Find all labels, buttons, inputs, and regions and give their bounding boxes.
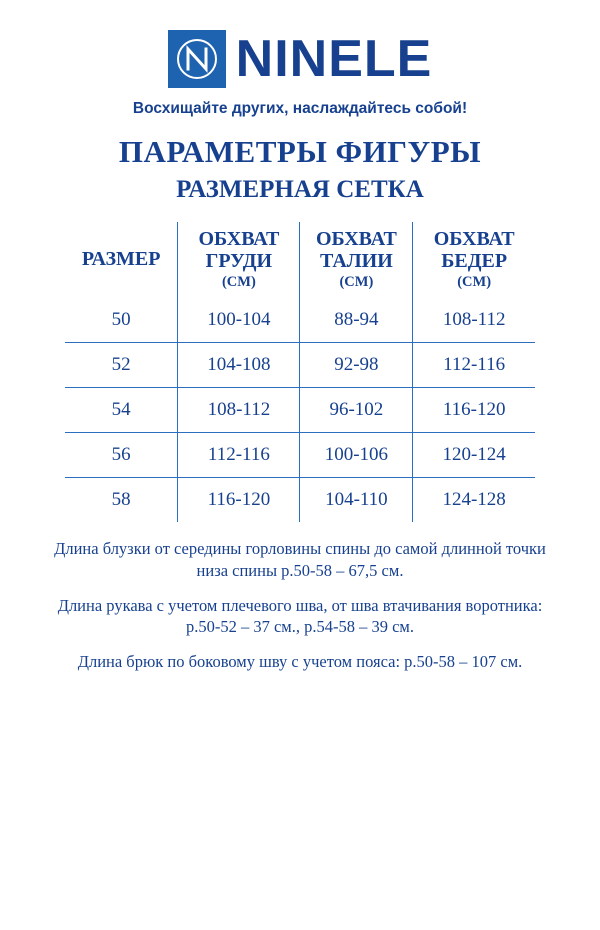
page-title: ПАРАМЕТРЫ ФИГУРЫ (118, 134, 482, 169)
table-header-row (65, 222, 535, 298)
column-header-waist (300, 222, 413, 298)
note-trouser-length: Длина брюк по боковому шву с учетом пояса: р.50-58 – 107 см. (77, 652, 523, 672)
cell-hip: 116-120 (413, 388, 535, 433)
note-sleeve-length: Длина рукава с учетом плечевого шва, от шва втачивания воротника: р.50-52 – 37 см., р.54-58 – 39 см. (57, 595, 543, 637)
cell-hip: 124-128 (413, 478, 535, 523)
cell-hip: 108-112 (413, 298, 535, 343)
table-row (65, 388, 535, 433)
page-subtitle: РАЗМЕРНАЯ СЕТКА (176, 176, 424, 203)
cell-size: 54 (65, 388, 178, 433)
cell-bust: 100-104 (178, 298, 300, 343)
column-header-waist-label: ОБХВАТ ТАЛИИ (315, 228, 397, 273)
table-row (65, 343, 535, 388)
column-header-size (65, 222, 178, 298)
cell-bust: 112-116 (178, 433, 300, 478)
cell-size: 50 (65, 298, 178, 343)
column-header-bust (178, 222, 300, 298)
size-table-container (65, 222, 535, 522)
cell-bust: 108-112 (178, 388, 300, 433)
cell-waist: 92-98 (300, 343, 413, 388)
cell-waist: 96-102 (300, 388, 413, 433)
table-row (65, 433, 535, 478)
column-header-hip-unit: (СМ) (457, 273, 492, 290)
cell-waist: 100-106 (300, 433, 413, 478)
cell-waist: 104-110 (300, 478, 413, 523)
size-chart-page (0, 30, 600, 930)
cell-size: 52 (65, 343, 178, 388)
cell-bust: 104-108 (178, 343, 300, 388)
table-row (65, 478, 535, 523)
measurement-notes (50, 538, 550, 673)
ninele-monogram-icon (168, 30, 226, 88)
size-table (65, 222, 535, 522)
column-header-bust-label: ОБХВАТ ГРУДИ (198, 228, 280, 273)
table-row (65, 298, 535, 343)
cell-bust: 116-120 (178, 478, 300, 523)
cell-hip: 112-116 (413, 343, 535, 388)
column-header-waist-unit: (СМ) (339, 273, 374, 290)
column-header-hip (413, 222, 535, 298)
cell-size: 56 (65, 433, 178, 478)
brand-name: NINELE (235, 30, 433, 88)
brand-tagline: Восхищайте других, наслаждайтесь собой! (132, 100, 468, 117)
cell-hip: 120-124 (413, 433, 535, 478)
column-header-hip-label: ОБХВАТ БЕДЕР (433, 228, 515, 273)
note-blouse-length: Длина блузки от середины горловины спины до самой длинной точки низа спины р.50-58 – 67,5 см. (54, 539, 546, 580)
column-header-size-label: РАЗМЕР (81, 247, 161, 270)
brand-logo (0, 30, 600, 88)
column-header-bust-unit: (СМ) (221, 273, 256, 290)
cell-waist: 88-94 (300, 298, 413, 343)
cell-size: 58 (65, 478, 178, 523)
